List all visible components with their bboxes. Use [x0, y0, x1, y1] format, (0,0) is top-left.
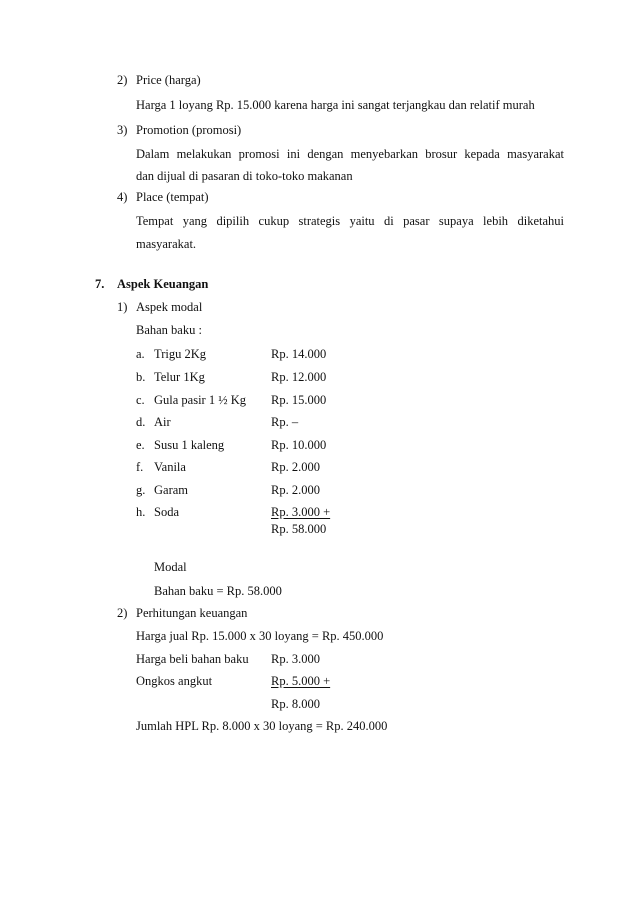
list-item-price: Rp. 10.000 [271, 438, 327, 452]
modal-label: Modal [154, 560, 187, 574]
list-item-letter: g. [136, 483, 146, 497]
list-item-price: Rp. 2.000 [271, 483, 320, 497]
cost-subtotal: Rp. 8.000 [271, 697, 320, 711]
promotion-text-line-1-content: Dalam melakukan promosi ini dengan menyebarkan brosur kepada masyarakat [136, 147, 564, 161]
promotion-heading: Promotion (promosi) [136, 123, 242, 137]
promotion-number: 3) [117, 123, 128, 137]
bahan-baku-label: Bahan baku : [136, 323, 202, 337]
price-number: 2) [117, 73, 128, 87]
list-item-name: Garam [154, 483, 189, 497]
promotion-text-line-2: dan dijual di pasaran di toko-toko makanan [136, 169, 353, 183]
harga-beli-value: Rp. 3.000 [271, 652, 320, 666]
list-item-letter: c. [136, 393, 145, 407]
list-item-letter: a. [136, 347, 145, 361]
section-heading: Aspek Keuangan [117, 277, 209, 291]
list-item-name: Susu 1 kaleng [154, 438, 225, 452]
modal-number: 1) [117, 300, 128, 314]
list-item-letter: d. [136, 415, 146, 429]
modal-summary: Bahan baku = Rp. 58.000 [154, 584, 282, 598]
harga-jual-line: Harga jual Rp. 15.000 x 30 loyang = Rp. 450.000 [136, 629, 384, 643]
section-number: 7. [95, 277, 105, 291]
place-text-line-2: masyarakat. [136, 237, 197, 251]
place-text-line-1 [136, 213, 564, 229]
list-item-name: Trigu 2Kg [154, 347, 206, 361]
list-item-price: Rp. 14.000 [271, 347, 327, 361]
place-heading: Place (tempat) [136, 190, 209, 204]
ongkos-value: Rp. 5.000 + [271, 674, 331, 688]
list-item-name: Gula pasir 1 ½ Kg [154, 393, 246, 407]
list-item-name: Vanila [154, 460, 186, 474]
promotion-text-line-1 [136, 146, 564, 162]
list-item-price: Rp. – [271, 415, 299, 429]
price-heading: Price (harga) [136, 73, 201, 87]
place-text-line-1-content: Tempat yang dipilih cukup strategis yaitu di pasar supaya lebih diketahui [136, 214, 564, 228]
modal-heading: Aspek modal [136, 300, 203, 314]
list-item-price: Rp. 15.000 [271, 393, 327, 407]
price-text: Harga 1 loyang Rp. 15.000 karena harga ini sangat terjangkau dan relatif murah [136, 98, 535, 112]
list-item-letter: h. [136, 505, 146, 519]
ongkos-label: Ongkos angkut [136, 674, 213, 688]
list-item-price: Rp. 3.000 + [271, 505, 331, 519]
perhitungan-number: 2) [117, 606, 128, 620]
ingredient-total: Rp. 58.000 [271, 522, 327, 536]
jumlah-hpl-line: Jumlah HPL Rp. 8.000 x 30 loyang = Rp. 240.000 [136, 719, 388, 733]
list-item-letter: f. [136, 460, 144, 474]
list-item-price: Rp. 2.000 [271, 460, 320, 474]
list-item-name: Air [154, 415, 171, 429]
perhitungan-heading: Perhitungan keuangan [136, 606, 248, 620]
list-item-price: Rp. 12.000 [271, 370, 327, 384]
harga-beli-label: Harga beli bahan baku [136, 652, 249, 666]
list-item-letter: e. [136, 438, 145, 452]
list-item-letter: b. [136, 370, 146, 384]
list-item-name: Soda [154, 505, 179, 519]
place-number: 4) [117, 190, 128, 204]
list-item-name: Telur 1Kg [154, 370, 205, 384]
